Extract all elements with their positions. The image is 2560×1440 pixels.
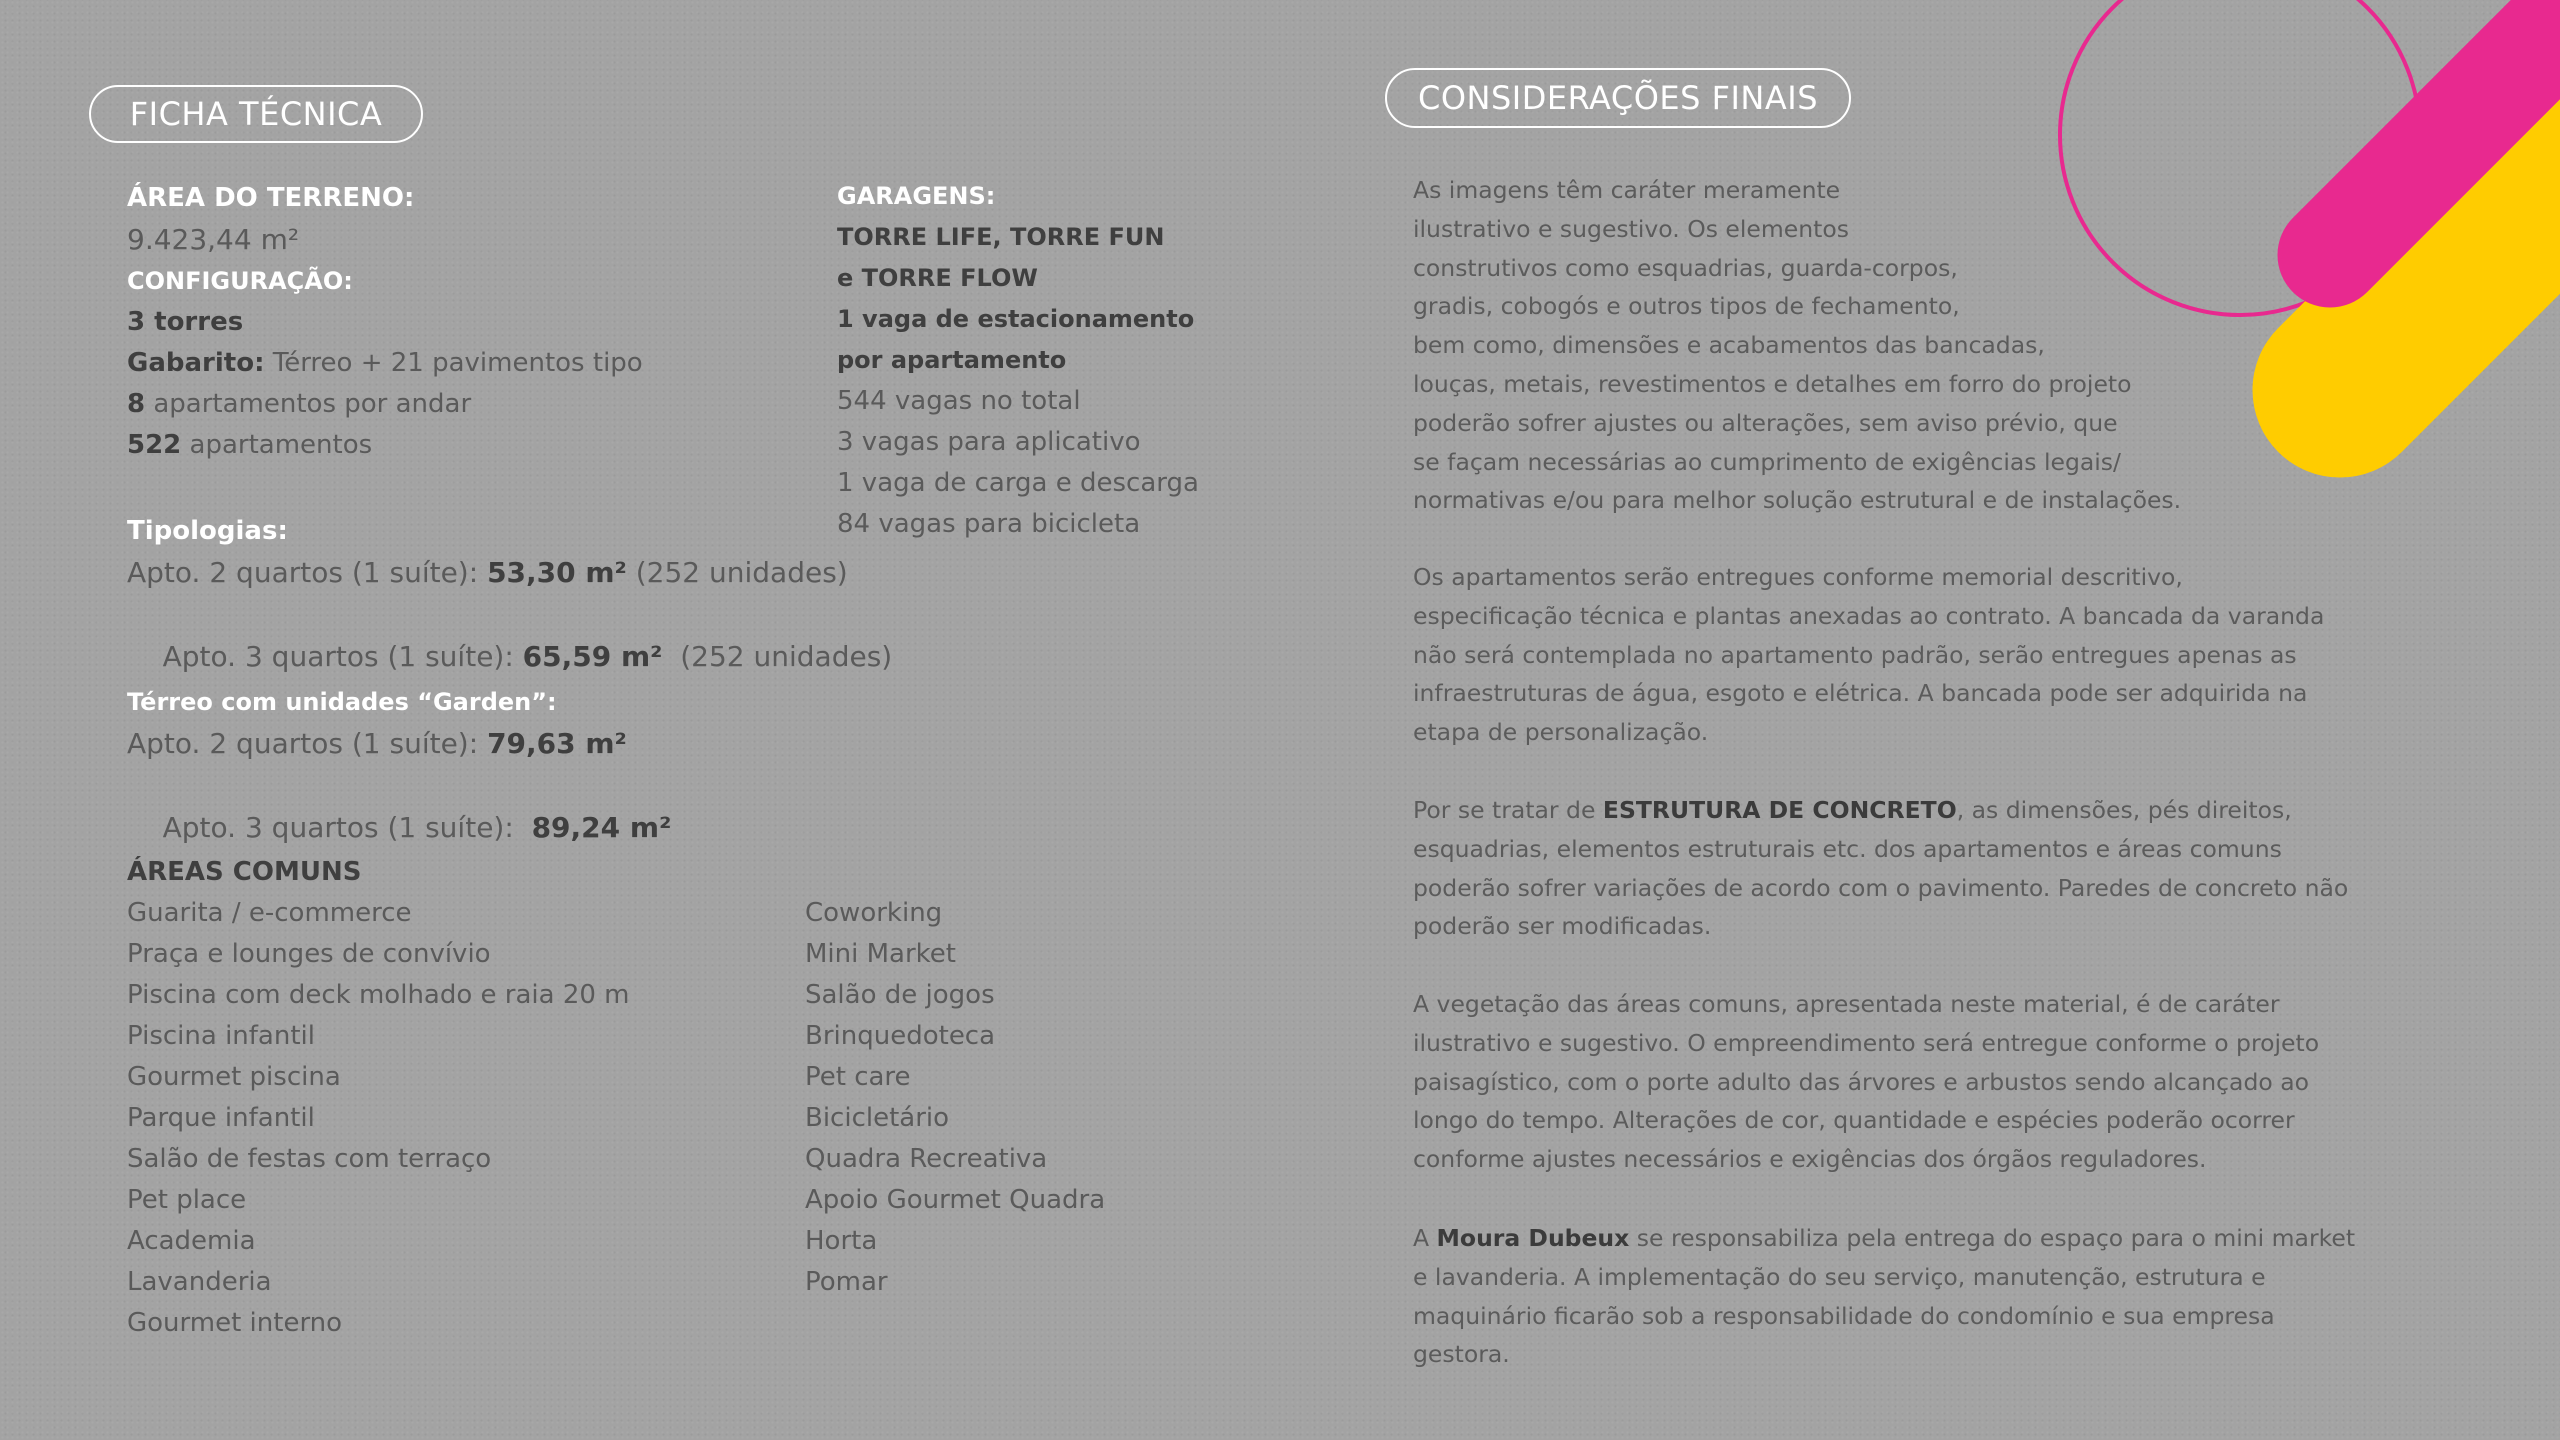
list-item: Praça e lounges de convívio bbox=[127, 939, 491, 969]
list-item: Mini Market bbox=[805, 939, 956, 969]
list-item: Horta bbox=[805, 1226, 878, 1256]
paragraph-line: e lavanderia. A implementação do seu serviço, manutenção, estrutura e bbox=[1413, 1262, 2266, 1291]
paragraph-line: A vegetação das áreas comuns, apresentada neste material, é de caráter bbox=[1413, 990, 2280, 1018]
config-label: CONFIGURAÇÃO: bbox=[127, 267, 353, 295]
list-item: Parque infantil bbox=[127, 1103, 315, 1133]
ficha-tecnica-title: FICHA TÉCNICA bbox=[89, 85, 423, 143]
garagens-item: 1 vaga de carga e descarga bbox=[837, 468, 1199, 498]
list-item: Pet care bbox=[805, 1062, 911, 1092]
garden-prefix: Apto. 3 quartos (1 suíte): bbox=[162, 811, 532, 844]
gabarito-label: Gabarito: bbox=[127, 348, 265, 378]
paragraph-line: ilustrativo e sugestivo. Os elementos bbox=[1413, 214, 1849, 243]
list-item: Coworking bbox=[805, 898, 943, 928]
garagens-label: GARAGENS: bbox=[837, 182, 996, 210]
list-item: Academia bbox=[127, 1226, 256, 1256]
paragraph-line: gradis, cobogós e outros tipos de fechamento, bbox=[1413, 292, 1960, 321]
garden-row bbox=[127, 765, 672, 844]
paragraph-line bbox=[1413, 791, 2423, 830]
paragraph-line: esquadrias, elementos estruturais etc. dos apartamentos e áreas comuns bbox=[1413, 834, 2282, 863]
paragraph-line: construtivos como esquadrias, guarda-corpos, bbox=[1413, 253, 1958, 282]
areas-comuns-label: ÁREAS COMUNS bbox=[127, 857, 362, 887]
paragraph-line: maquinário ficarão sob a responsabilidade do condomínio e sua empresa bbox=[1413, 1301, 2275, 1330]
areas-comuns-col1 bbox=[127, 893, 630, 1344]
paragraph-apartamentos bbox=[1413, 558, 2423, 752]
paragraph-line: normativas e/ou para melhor solução estrutural e de instalações. bbox=[1413, 486, 2182, 515]
paragraph-line: ilustrativo e sugestivo. O empreendimento será entregue conforme o projeto bbox=[1413, 1028, 2320, 1057]
garagens-item: 3 vagas para aplicativo bbox=[837, 427, 1141, 457]
garagens-section bbox=[837, 176, 1199, 545]
list-item: Gourmet interno bbox=[127, 1308, 343, 1338]
garden-label: Térreo com unidades “Garden”: bbox=[127, 688, 557, 716]
aptos-por-andar bbox=[127, 384, 643, 425]
list-item: Salão de jogos bbox=[805, 980, 995, 1010]
estrutura-concreto-highlight: ESTRUTURA DE CONCRETO bbox=[1602, 796, 1957, 824]
garden-area: 89,24 m² bbox=[531, 811, 672, 844]
tipologia-row bbox=[127, 594, 893, 673]
list-item: Pomar bbox=[805, 1267, 888, 1297]
paragraph-imagens bbox=[1413, 171, 2423, 520]
paragraph-line: bem como, dimensões e acabamentos das bancadas, bbox=[1413, 331, 2045, 360]
list-item: Brinquedoteca bbox=[805, 1021, 996, 1051]
list-item: Piscina com deck molhado e raia 20 m bbox=[127, 980, 630, 1010]
paragraph-text: Por se tratar de bbox=[1413, 796, 1603, 824]
garden-section bbox=[127, 682, 672, 844]
ficha-tecnica-main bbox=[127, 178, 643, 466]
aptos-andar-text: apartamentos por andar bbox=[145, 389, 472, 419]
paragraph-line: poderão sofrer variações de acordo com o pavimento. Paredes de concreto não bbox=[1413, 873, 2349, 902]
gabarito-line bbox=[127, 343, 643, 384]
paragraph-estrutura bbox=[1413, 791, 2423, 946]
config-torres: 3 torres bbox=[127, 307, 244, 337]
aptos-andar-num: 8 bbox=[127, 389, 146, 419]
list-item: Gourmet piscina bbox=[127, 1062, 341, 1092]
tipologia-area: 53,30 m² bbox=[487, 556, 627, 589]
paragraph-line bbox=[1413, 1219, 2423, 1258]
paragraph-line: gestora. bbox=[1413, 1340, 1510, 1369]
paragraph-line: especificação técnica e plantas anexadas ao contrato. A bancada da varanda bbox=[1413, 601, 2325, 630]
garagens-bold-line: TORRE LIFE, TORRE FUN bbox=[837, 223, 1165, 251]
paragraph-line: Os apartamentos serão entregues conforme memorial descritivo, bbox=[1413, 563, 2183, 591]
list-item: Guarita / e-commerce bbox=[127, 898, 412, 928]
tipologias-label: Tipologias: bbox=[127, 516, 288, 546]
moura-dubeux-highlight: Moura Dubeux bbox=[1436, 1224, 1630, 1252]
tipologia-suffix: (252 unidades) bbox=[662, 640, 893, 673]
paragraph-line: paisagístico, com o porte adulto das árvores e arbustos sendo alcançado ao bbox=[1413, 1067, 2309, 1096]
tipologias-section bbox=[127, 511, 893, 673]
tipologia-prefix: Apto. 3 quartos (1 suíte): bbox=[162, 640, 523, 673]
list-item: Bicicletário bbox=[805, 1103, 950, 1133]
paragraph-vegetacao bbox=[1413, 985, 2423, 1179]
paragraph-line: louças, metais, revestimentos e detalhes em forro do projeto bbox=[1413, 369, 2132, 398]
paragraph-text: , as dimensões, pés direitos, bbox=[1956, 796, 2292, 824]
paragraph-text: A bbox=[1413, 1224, 1437, 1252]
gabarito-value: Térreo + 21 pavimentos tipo bbox=[264, 348, 643, 378]
garagens-bold-line: 1 vaga de estacionamento bbox=[837, 305, 1195, 333]
garden-row bbox=[127, 723, 671, 765]
paragraph-line: infraestruturas de água, esgoto e elétrica. A bancada pode ser adquirida na bbox=[1413, 679, 2308, 708]
aptos-total bbox=[127, 425, 643, 466]
paragraph-line: longo do tempo. Alterações de cor, quantidade e espécies poderão ocorrer bbox=[1413, 1106, 2295, 1135]
consideracoes-finais-title: CONSIDERAÇÕES FINAIS bbox=[1385, 68, 1851, 128]
aptos-total-num: 522 bbox=[127, 430, 182, 460]
areas-comuns-heading bbox=[127, 852, 361, 893]
paragraph-line: conforme ajustes necessários e exigências dos órgãos reguladores. bbox=[1413, 1145, 2207, 1174]
garagens-bold-line: e TORRE FLOW bbox=[837, 264, 1038, 292]
paragraph-line: se façam necessárias ao cumprimento de exigências legais/ bbox=[1413, 447, 2121, 476]
aptos-total-text: apartamentos bbox=[181, 430, 373, 460]
list-item: Piscina infantil bbox=[127, 1021, 315, 1051]
paragraph-line: não será contemplada no apartamento padrão, serão entregues apenas as bbox=[1413, 640, 2297, 669]
list-item: Salão de festas com terraço bbox=[127, 1144, 492, 1174]
garagens-item: 84 vagas para bicicleta bbox=[837, 509, 1141, 539]
tipologia-row bbox=[127, 552, 892, 594]
garden-prefix: Apto. 2 quartos (1 suíte): bbox=[127, 727, 488, 760]
terreno-label: ÁREA DO TERRENO: bbox=[127, 183, 415, 213]
garagens-bold-line: por apartamento bbox=[837, 346, 1067, 374]
paragraph-line: poderão sofrer ajustes ou alterações, sem aviso prévio, que bbox=[1413, 408, 2118, 437]
list-item: Lavanderia bbox=[127, 1267, 272, 1297]
paragraph-line: etapa de personalização. bbox=[1413, 718, 1709, 747]
tipologia-prefix: Apto. 2 quartos (1 suíte): bbox=[127, 556, 488, 589]
list-item: Apoio Gourmet Quadra bbox=[805, 1185, 1106, 1215]
areas-comuns-col2 bbox=[805, 893, 1105, 1303]
list-item: Quadra Recreativa bbox=[805, 1144, 1048, 1174]
garden-area: 79,63 m² bbox=[487, 727, 627, 760]
list-item: Pet place bbox=[127, 1185, 247, 1215]
paragraph-moura-dubeux bbox=[1413, 1219, 2423, 1374]
garagens-item: 544 vagas no total bbox=[837, 386, 1081, 416]
tipologia-area: 65,59 m² bbox=[522, 640, 663, 673]
paragraph-line: poderão ser modificadas. bbox=[1413, 912, 1712, 941]
tipologia-suffix: (252 unidades) bbox=[626, 556, 848, 589]
terreno-value: 9.423,44 m² bbox=[127, 223, 300, 256]
paragraph-line: As imagens têm caráter meramente bbox=[1413, 176, 1841, 204]
paragraph-text: se responsabiliza pela entrega do espaço para o mini market bbox=[1629, 1224, 2356, 1252]
